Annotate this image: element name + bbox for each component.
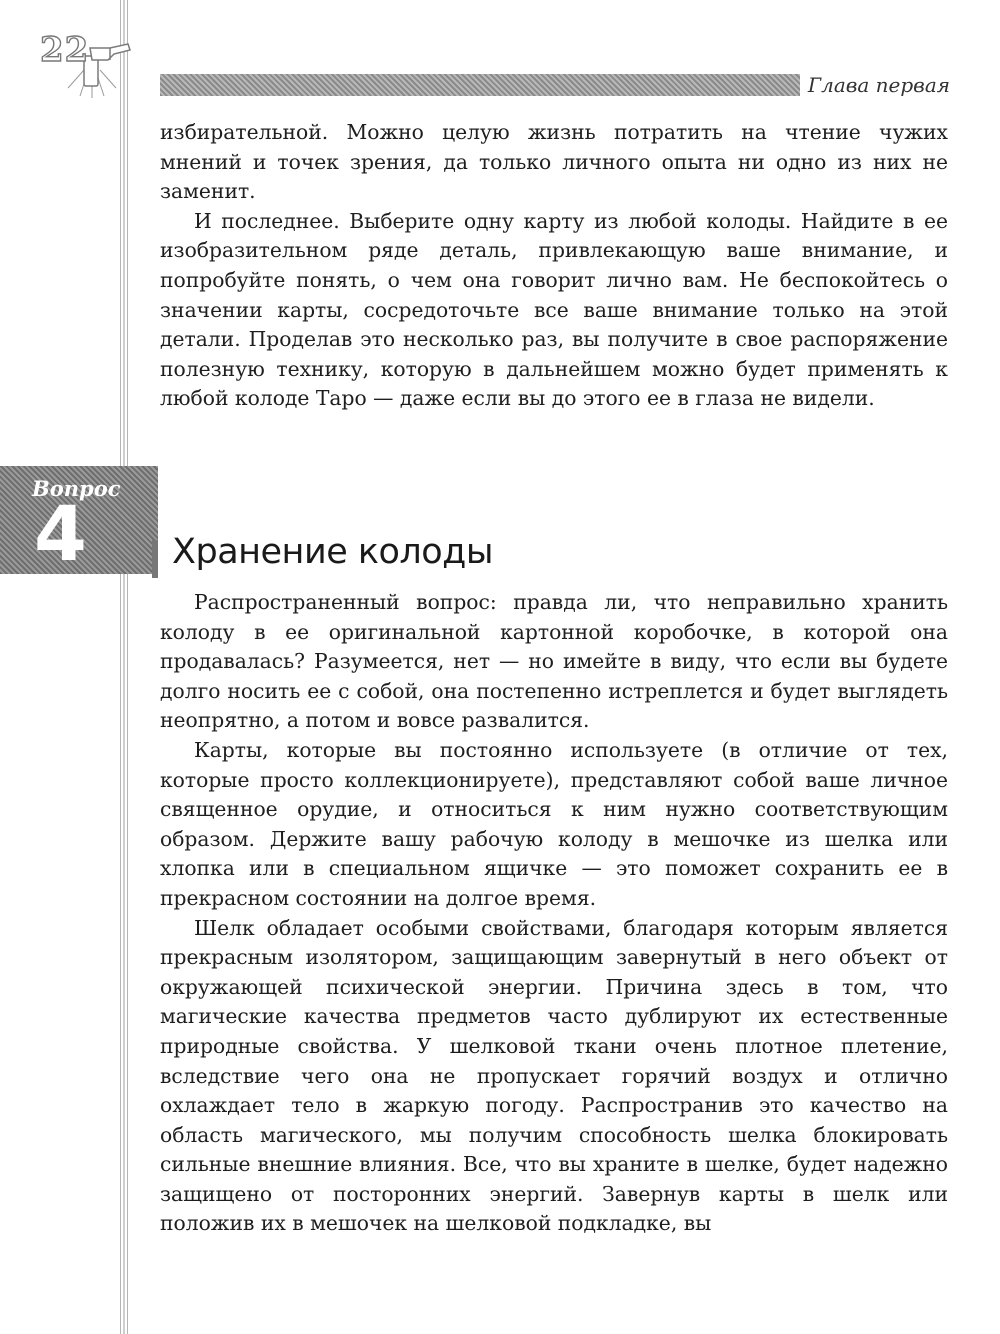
paragraph: Шелк обладает особыми свойствами, благодаря которым является прекрасным изолятором, защищающим завернутый в него объект от окружающей психической энергии. Причина здесь в том, что магические качества предметов часто дублируют их естественные природные свойства. У шелковой ткани очень плотное плетение, вследствие чего она не пропускает горячий воздух и отлично охлаждает тело в жаркую погоду. Распространив это качество на область магического, мы получим способность шелка блокировать сильные внешние влияния. Все, что вы храните в шелке, будет надежно защищено от посторонних энергий. Завернув карты в шелк или положив их в мешочек на шелковой подкладке, вы (160, 915, 948, 1236)
badge-accent (152, 540, 158, 578)
paragraph: избирательной. Можно целую жизнь потратить на чтение чужих мнений и точек зрения, да только личного опыта ни одно из них не заменит. (160, 120, 948, 204)
intro-text (160, 118, 948, 414)
chapter-title: Глава первая (807, 73, 950, 97)
paragraph: Распространенный вопрос: правда ли, что неправильно хранить колоду в ее оригинальной картонной коробочке, в которой она продавалась? Разумеется, нет — но имейте в виду, что если вы будете долго носить ее с собой, она постепенно истреплется и будет выглядеть неопрятно, а потом и вовсе развалится. (160, 590, 948, 733)
section-title: Хранение колоды (172, 532, 494, 572)
header-band (160, 74, 800, 96)
margin-rule (127, 0, 128, 1334)
paragraph: Карты, которые вы постоянно используете (в отличие от тех, которые просто коллекционируете), представляют собой ваше личное священное орудие, и относиться к ним нужно соответствующим образом. Держите вашу рабочую колоду в мешочке из шелка или хлопка или в специальном ящичке — это поможет сохранить ее в прекрасном состоянии на долгое время. (160, 737, 948, 910)
question-label: Вопрос (32, 476, 121, 501)
margin-rule (120, 0, 121, 1334)
question-number: 4 (34, 489, 87, 578)
page-number: 22 (40, 30, 90, 70)
section-text (160, 588, 948, 1239)
margin-rule (123, 0, 125, 1334)
paragraph: И последнее. Выберите одну карту из любой колоды. Найдите в ее изобразительном ряде деталь, привлекающую ваше внимание, и попробуйте понять, о чем она говорит лично вам. Не беспокойтесь о значении карты, сосредоточьте все ваше внимание только на этой детали. Проделав это несколько раз, вы получите в свое распоряжение полезную технику, которую в дальнейшем можно будет применять к любой колоде Таро — даже если вы до этого ее в глаза не видели. (160, 208, 948, 411)
question-badge (0, 466, 158, 578)
